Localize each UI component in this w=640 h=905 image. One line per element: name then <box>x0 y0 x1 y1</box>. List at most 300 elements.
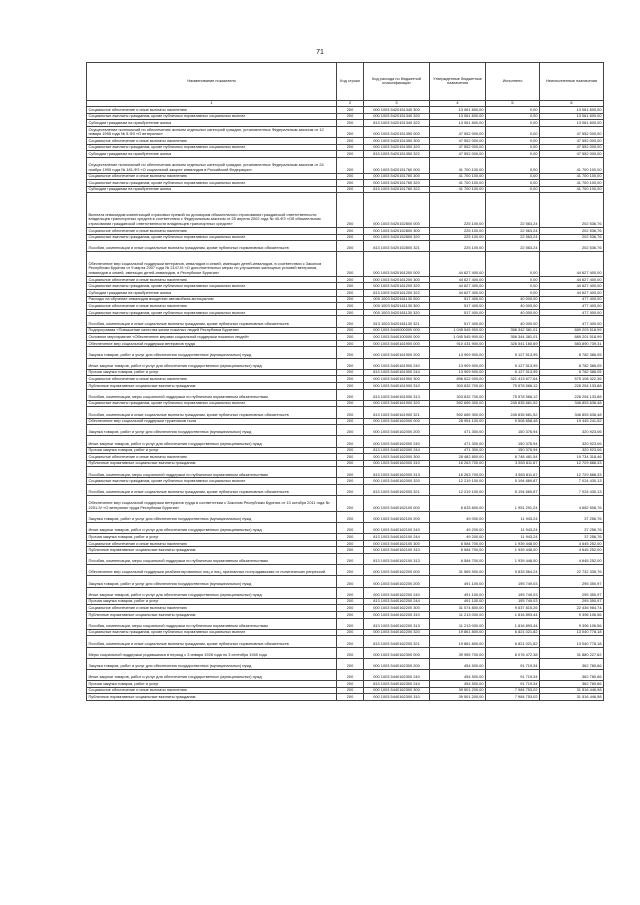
table-row <box>87 283 604 290</box>
row-executed: 356 342 381,01 <box>486 327 540 334</box>
row-name: Подпрограмма «Повышение качества жизни пожилых людей Республики Бурятия» <box>87 327 337 334</box>
row-class-code: 000 1003 5420151340 300 <box>364 107 430 114</box>
row-class-code: 000 1003 5440161900 310 <box>364 382 430 389</box>
row-executed: 6 821 021,82 <box>486 629 540 636</box>
table-row <box>87 629 604 636</box>
row-class-code: 000 1003 5440161900 000 <box>364 340 430 347</box>
row-line-code: 200 <box>337 173 364 180</box>
table-row <box>87 576 604 587</box>
row-executed: 40 000,00 <box>486 309 540 316</box>
row-line-code: 200 <box>337 694 364 701</box>
row-executed: 0,00 <box>486 157 540 173</box>
row-class-code: 000 1003 5440162200 240 <box>364 587 430 598</box>
row-unexecuted: 47 552 000,00 <box>540 138 604 145</box>
row-unexecuted: 13 061 600,00 <box>540 107 604 114</box>
table-row <box>87 694 604 701</box>
row-class-code: 000 1003 5420161200 320 <box>364 283 430 290</box>
row-line-code: 200 <box>337 241 364 252</box>
row-unexecuted: 31 516 446,98 <box>540 694 604 701</box>
row-name: Закупка товаров, работ и услуг для обеспечения государственных (муниципальных) нужд <box>87 347 337 358</box>
row-approved: 19 861 800,00 <box>430 636 486 647</box>
row-name: Социальные выплаты гражданам, кроме публичных нормативных социальных выплат <box>87 283 337 290</box>
row-name: Социальное обеспечение и иные выплаты населению <box>87 454 337 461</box>
row-name: Социальные выплаты гражданам, кроме публичных нормативных социальных выплат <box>87 113 337 120</box>
row-line-code: 200 <box>337 681 364 688</box>
row-approved: 13 061 600,00 <box>430 113 486 120</box>
row-line-code: 200 <box>337 407 364 418</box>
row-unexecuted: 295 350,97 <box>540 587 604 598</box>
row-executed: 7 984 753,02 <box>486 687 540 694</box>
table-header-row <box>87 63 604 101</box>
table-row <box>87 460 604 467</box>
table-row <box>87 534 604 541</box>
row-approved: 47 552 000,00 <box>430 144 486 151</box>
row-executed: 1 939 448,00 <box>486 540 540 547</box>
row-class-code: 000 1003 5440100000 000 <box>364 334 430 341</box>
table-row <box>87 376 604 383</box>
row-line-code: 200 <box>337 425 364 436</box>
row-executed: 22 563,24 <box>486 193 540 228</box>
row-executed: 5 194 669,87 <box>486 485 540 496</box>
table-row <box>87 687 604 694</box>
row-line-code: 200 <box>337 576 364 587</box>
table-row <box>87 241 604 252</box>
table-row <box>87 369 604 376</box>
row-name: Социальное обеспечение и иные выплаты населению <box>87 107 337 114</box>
header-unexecuted: Неисполненные назначения <box>540 63 604 101</box>
row-approved: 39 501 200,00 <box>430 694 486 701</box>
row-name: Субсидии гражданам на приобретение жилья <box>87 120 337 127</box>
table-row <box>87 425 604 436</box>
row-name: Расходы на обучение инвалидов вождению автомобиля-мотоциклом <box>87 296 337 303</box>
column-number: 5 <box>486 100 540 107</box>
row-class-code: 000 1003 5440162200 000 <box>364 565 430 576</box>
row-name: Иные закупки товаров, работ и услуг для обеспечения государственных (муниципальных) нужд <box>87 669 337 680</box>
row-class-code: 000 1003 5440161900 300 <box>364 376 430 383</box>
row-line-code: 200 <box>337 523 364 534</box>
row-name: Закупка товаров, работ и услуг для обеспечения государственных (муниципальных) нужд <box>87 511 337 522</box>
column-number: 3 <box>364 100 430 107</box>
row-name: Субсидии гражданам на приобретение жилья <box>87 290 337 297</box>
row-approved: 49 200,00 <box>430 534 486 541</box>
row-line-code: 200 <box>337 618 364 629</box>
row-class-code: 000 1003 5420151350 300 <box>364 138 430 145</box>
row-approved: 13 061 600,00 <box>430 120 486 127</box>
row-approved: 303 832 700,00 <box>430 382 486 389</box>
row-line-code: 200 <box>337 369 364 376</box>
row-class-code: 000 1003 5440162300 240 <box>364 669 430 680</box>
table-row <box>87 496 604 512</box>
row-name: Иные закупки товаров, работ и услуг для обеспечения государственных (муниципальных) нужд <box>87 358 337 369</box>
row-executed: 91 719,34 <box>486 681 540 688</box>
row-approved: 13 909 900,00 <box>430 369 486 376</box>
row-executed: 0,00 <box>486 107 540 114</box>
row-name: Пособия, компенсации и иные социальные выплаты гражданам, кроме публичных нормативных обязательств <box>87 636 337 647</box>
table-row <box>87 669 604 680</box>
row-line-code: 200 <box>337 340 364 347</box>
row-name: Социальное обеспечение и иные выплаты населению <box>87 605 337 612</box>
row-class-code: 000 1003 5420151340 320 <box>364 113 430 120</box>
row-unexecuted: 4 645 252,00 <box>540 554 604 565</box>
row-approved: 1 045 545 900,00 <box>430 334 486 341</box>
row-approved: 303 832 700,00 <box>430 389 486 400</box>
table-row <box>87 400 604 407</box>
row-executed: 8 076 472,38 <box>486 647 540 658</box>
row-executed: 11 943,24 <box>486 534 540 541</box>
row-class-code: 000 1003 5420152800 300 <box>364 227 430 234</box>
row-unexecuted: 47 552 000,00 <box>540 151 604 158</box>
table-row <box>87 276 604 283</box>
row-unexecuted: 8 782 386,05 <box>540 347 604 358</box>
header-executed: Исполнено <box>486 63 540 101</box>
table-row <box>87 467 604 478</box>
table-row <box>87 151 604 158</box>
row-approved: 13 909 900,00 <box>430 358 486 369</box>
row-class-code: 000 1003 5420161200 000 <box>364 252 430 277</box>
row-approved: 592 689 300,00 <box>430 400 486 407</box>
row-line-code: 200 <box>337 629 364 636</box>
row-name: Социальные выплаты гражданам, кроме публичных нормативных социальных выплат <box>87 309 337 316</box>
row-approved: 471 300,00 <box>430 425 486 436</box>
row-class-code: 000 1003 5440162200 300 <box>364 605 430 612</box>
row-class-code: 813 1003 5420161130 321 <box>364 316 430 327</box>
row-name: Публичные нормативные социальные выплаты гражданам <box>87 460 337 467</box>
table-row <box>87 340 604 347</box>
row-class-code: 000 1003 5420151760 000 <box>364 157 430 173</box>
row-line-code: 200 <box>337 382 364 389</box>
row-approved: 44 627 400,00 <box>430 252 486 277</box>
row-line-code: 200 <box>337 447 364 454</box>
table-row <box>87 436 604 447</box>
row-approved: 225 100,00 <box>430 234 486 241</box>
row-class-code: 813 1003 5440162000 321 <box>364 485 430 496</box>
row-name: Пособия, компенсации, меры социальной поддержки по публичным нормативным обязательствам <box>87 389 337 400</box>
table-row <box>87 180 604 187</box>
row-approved: 592 689 300,00 <box>430 407 486 418</box>
row-line-code: 200 <box>337 554 364 565</box>
row-name: Публичные нормативные социальные выплаты гражданам <box>87 694 337 701</box>
row-executed: 0,00 <box>486 283 540 290</box>
table-row <box>87 138 604 145</box>
row-unexecuted: 9 396 106,56 <box>540 611 604 618</box>
row-class-code: 813 1003 5420151340 322 <box>364 120 430 127</box>
table-row <box>87 618 604 629</box>
row-approved: 1 045 545 900,00 <box>430 327 486 334</box>
row-class-code: 813 1003 5440162200 244 <box>364 598 430 605</box>
row-approved: 517 400,00 <box>430 296 486 303</box>
column-number: 2 <box>337 100 364 107</box>
row-line-code: 200 <box>337 400 364 407</box>
row-line-code: 200 <box>337 587 364 598</box>
table-row <box>87 658 604 669</box>
row-class-code: 000 1003 5440000000 000 <box>364 327 430 334</box>
row-class-code: 000 1003 5440162200 200 <box>364 576 430 587</box>
row-class-code: 813 1003 5440162200 313 <box>364 618 430 629</box>
row-executed: 0,00 <box>486 180 540 187</box>
row-class-code: 000 1003 5440162300 300 <box>364 687 430 694</box>
row-line-code: 200 <box>337 107 364 114</box>
row-unexecuted: 37 256,76 <box>540 534 604 541</box>
row-unexecuted: 13 061 600,00 <box>540 113 604 120</box>
row-executed: 150 376,94 <box>486 425 540 436</box>
row-line-code: 200 <box>337 126 364 137</box>
row-executed: 5 127 513,95 <box>486 347 540 358</box>
row-executed: 195 749,03 <box>486 587 540 598</box>
row-line-code: 200 <box>337 186 364 193</box>
row-unexecuted: 583 890 739,31 <box>540 340 604 347</box>
row-name: Прочая закупка товаров, работ и услуг <box>87 681 337 688</box>
row-line-code: 200 <box>337 547 364 554</box>
table-row <box>87 540 604 547</box>
row-executed: 22 563,24 <box>486 234 540 241</box>
row-class-code: 813 1003 5440162200 321 <box>364 636 430 647</box>
row-approved: 44 627 400,00 <box>430 283 486 290</box>
row-line-code: 200 <box>337 138 364 145</box>
row-approved: 12 219 100,00 <box>430 485 486 496</box>
row-line-code: 200 <box>337 234 364 241</box>
row-class-code: 813 1003 5440162000 313 <box>364 467 430 478</box>
row-unexecuted: 477 400,00 <box>540 309 604 316</box>
row-class-code: 000 1003 5440162300 310 <box>364 694 430 701</box>
row-name: Субсидии гражданам на приобретение жилья <box>87 151 337 158</box>
table-row <box>87 126 604 137</box>
row-unexecuted: 44 627 400,00 <box>540 290 604 297</box>
row-unexecuted: 7 024 430,13 <box>540 478 604 485</box>
row-unexecuted: 4 645 252,00 <box>540 547 604 554</box>
row-unexecuted: 19 445 241,52 <box>540 418 604 425</box>
row-name: Обеспечение мер социальной поддержки ветеранов, инвалидов и семей, имеющих детей-инвалидов, в соответствии с Законом Республики Бурятия от 9 марта 2007 года № 2147-III «О дополнительных мерах по улучшению жилищных условий ветеранов, инвалидов и семей, имеющих детей-инвалидов, в Республике Бурятия» <box>87 252 337 277</box>
row-line-code: 200 <box>337 193 364 228</box>
row-unexecuted: 320 923,06 <box>540 425 604 436</box>
row-unexecuted: 689 203 518,99 <box>540 327 604 334</box>
table-row <box>87 120 604 127</box>
row-line-code: 200 <box>337 418 364 425</box>
row-line-code: 200 <box>337 120 364 127</box>
row-approved: 454 500,00 <box>430 669 486 680</box>
row-unexecuted: 202 536,76 <box>540 227 604 234</box>
row-class-code: 000 1003 5420151760 320 <box>364 180 430 187</box>
row-approved: 454 500,00 <box>430 681 486 688</box>
row-name: Иные закупки товаров, работ и услуг для обеспечения государственных (муниципальных) нужд <box>87 587 337 598</box>
row-unexecuted: 362 780,66 <box>540 669 604 680</box>
row-class-code: 000 1003 5440161900 200 <box>364 347 430 358</box>
row-unexecuted: 346 853 638,48 <box>540 407 604 418</box>
row-line-code: 200 <box>337 296 364 303</box>
row-name: Пособия, компенсации, меры социальной поддержки по публичным нормативным обязательствам <box>87 554 337 565</box>
row-executed: 1 939 448,00 <box>486 554 540 565</box>
row-line-code: 200 <box>337 180 364 187</box>
row-class-code: 000 1003 5440161900 240 <box>364 358 430 369</box>
row-unexecuted: 575 108 322,36 <box>540 376 604 383</box>
row-executed: 3 563 811,67 <box>486 467 540 478</box>
row-unexecuted: 362 780,66 <box>540 681 604 688</box>
row-name: Социальное обеспечение и иные выплаты населению <box>87 540 337 547</box>
row-class-code: 813 1003 5440162100 244 <box>364 534 430 541</box>
row-unexecuted: 41 700 100,00 <box>540 157 604 173</box>
row-executed: 9 637 815,26 <box>486 605 540 612</box>
row-executed: 195 749,03 <box>486 576 540 587</box>
row-class-code: 000 1003 5440162100 240 <box>364 523 430 534</box>
row-name: Публичные нормативные социальные выплаты гражданам <box>87 611 337 618</box>
row-line-code: 200 <box>337 157 364 173</box>
row-executed: 0,00 <box>486 144 540 151</box>
row-name: Меры социальной поддержки родившимся в период с 3 января 1928 года по 3 сентября 1945 года <box>87 647 337 658</box>
budget-execution-table <box>86 62 604 701</box>
row-line-code: 200 <box>337 485 364 496</box>
table-row <box>87 303 604 310</box>
row-name: Социальные выплаты гражданам, кроме публичных нормативных социальных выплат <box>87 478 337 485</box>
row-line-code: 200 <box>337 611 364 618</box>
row-name: Публичные нормативные социальные выплаты гражданам <box>87 547 337 554</box>
row-approved: 28 482 800,00 <box>430 454 486 461</box>
row-approved: 47 552 000,00 <box>430 138 486 145</box>
row-line-code: 200 <box>337 540 364 547</box>
row-name: Обеспечение мер социальной поддержки ветеранов труда в соответствии с Законом Республики Бурятия от 10 октября 2011 года № 2251-IV «О ветеранах труда Республики Бурятия» <box>87 496 337 512</box>
row-executed: 22 563,24 <box>486 241 540 252</box>
row-executed: 3 553 811,67 <box>486 460 540 467</box>
row-approved: 6 633 800,00 <box>430 496 486 512</box>
row-unexecuted: 44 627 400,00 <box>540 283 604 290</box>
row-class-code: 000 1003 5420161130 320 <box>364 309 430 316</box>
row-executed: 22 563,24 <box>486 227 540 234</box>
row-line-code: 200 <box>337 467 364 478</box>
row-approved: 910 431 900,00 <box>430 340 486 347</box>
row-executed: 7 984 753,02 <box>486 694 540 701</box>
row-approved: 517 400,00 <box>430 316 486 327</box>
row-class-code: 000 1003 5440162000 200 <box>364 425 430 436</box>
column-number: 4 <box>430 100 486 107</box>
row-name: Пособия, компенсации и иные социальные выплаты гражданам, кроме публичных нормативных обязательств <box>87 241 337 252</box>
table-row <box>87 186 604 193</box>
table-row <box>87 157 604 173</box>
row-approved: 11 213 000,00 <box>430 618 486 629</box>
row-name: Социальные выплаты гражданам, кроме публичных нормативных социальных выплат <box>87 234 337 241</box>
table-row <box>87 382 604 389</box>
row-unexecuted: 22 732 335,76 <box>540 565 604 576</box>
row-line-code: 200 <box>337 687 364 694</box>
row-executed: 91 719,34 <box>486 669 540 680</box>
row-unexecuted: 202 536,76 <box>540 234 604 241</box>
row-approved: 491 100,00 <box>430 576 486 587</box>
table-row <box>87 547 604 554</box>
row-executed: 1 939 448,00 <box>486 547 540 554</box>
row-approved: 31 565 900,00 <box>430 565 486 576</box>
row-executed: 5 127 513,95 <box>486 369 540 376</box>
row-unexecuted: 44 627 400,00 <box>540 276 604 283</box>
row-approved: 44 627 400,00 <box>430 290 486 297</box>
row-line-code: 200 <box>337 144 364 151</box>
table-row <box>87 565 604 576</box>
row-line-code: 200 <box>337 636 364 647</box>
row-approved: 47 552 000,00 <box>430 126 486 137</box>
row-approved: 491 100,00 <box>430 587 486 598</box>
row-name: Публичные нормативные социальные выплаты гражданам <box>87 382 337 389</box>
row-approved: 49 000,00 <box>430 511 486 522</box>
row-executed: 0,00 <box>486 138 540 145</box>
row-line-code: 200 <box>337 496 364 512</box>
row-unexecuted: 13 040 778,18 <box>540 636 604 647</box>
row-executed: 1 816 893,44 <box>486 618 540 629</box>
row-name: Прочая закупка товаров, работ и услуг <box>87 447 337 454</box>
row-name: Социальные выплаты гражданам, кроме публичных нормативных социальных выплат <box>87 180 337 187</box>
row-name: Иные закупки товаров, работ и услуг для обеспечения государственных (муниципальных) нужд <box>87 523 337 534</box>
row-class-code: 000 1003 5440162100 200 <box>364 511 430 522</box>
header-approved: Утвержденные бюджетные назначения <box>430 63 486 101</box>
row-executed: 245 835 661,52 <box>486 407 540 418</box>
row-unexecuted: 4 645 252,00 <box>540 540 604 547</box>
row-approved: 13 061 600,00 <box>430 107 486 114</box>
table-row <box>87 418 604 425</box>
row-unexecuted: 41 700 100,00 <box>540 180 604 187</box>
table-row <box>87 309 604 316</box>
row-name: Обеспечение мер социальной поддержки реабилитированных лиц и лиц, признанных пострадавшими от политических репрессий <box>87 565 337 576</box>
row-executed: 0,00 <box>486 126 540 137</box>
table-row <box>87 587 604 598</box>
row-class-code: 000 1003 5420161130 300 <box>364 303 430 310</box>
row-approved: 39 501 200,00 <box>430 687 486 694</box>
row-approved: 517 400,00 <box>430 309 486 316</box>
row-line-code: 200 <box>337 376 364 383</box>
row-name: Осуществление полномочий по обеспечению жильем отдельных категорий граждан, установленных Федеральным законом от 24 ноября 1995 года № 181-ФЗ «О социальной защите инвалидов в Российской Федерации» <box>87 157 337 173</box>
table-row <box>87 605 604 612</box>
row-executed: 5 127 513,95 <box>486 358 540 369</box>
row-executed: 40 000,00 <box>486 303 540 310</box>
row-line-code: 200 <box>337 565 364 576</box>
row-name: Закупка товаров, работ и услуг для обеспечения государственных (муниципальных) нужд <box>87 576 337 587</box>
row-class-code: 813 1003 5440162300 244 <box>364 681 430 688</box>
row-unexecuted: 228 254 133,88 <box>540 389 604 400</box>
table-body <box>87 107 604 701</box>
row-executed: 326 541 160,69 <box>486 340 540 347</box>
row-unexecuted: 19 734 318,46 <box>540 454 604 461</box>
row-class-code: 000 1003 5440162000 320 <box>364 478 430 485</box>
row-approved: 41 700 100,00 <box>430 157 486 173</box>
row-executed: 40 000,00 <box>486 296 540 303</box>
row-approved: 6 584 700,00 <box>430 554 486 565</box>
table-row <box>87 316 604 327</box>
row-unexecuted: 7 024 430,13 <box>540 485 604 496</box>
row-unexecuted: 346 853 638,48 <box>540 400 604 407</box>
row-class-code: 000 1003 5440162100 000 <box>364 496 430 512</box>
row-executed: 245 835 661,52 <box>486 400 540 407</box>
row-class-code: 813 1003 5440161900 321 <box>364 407 430 418</box>
row-name: Прочая закупка товаров, работ и услуг <box>87 369 337 376</box>
row-name: Социальное обеспечение и иные выплаты населению <box>87 687 337 694</box>
row-approved: 12 219 100,00 <box>430 478 486 485</box>
row-executed: 195 749,03 <box>486 598 540 605</box>
row-class-code: 813 1003 5440161900 244 <box>364 369 430 376</box>
row-executed: 1 816 893,44 <box>486 611 540 618</box>
row-unexecuted: 228 254 133,88 <box>540 382 604 389</box>
row-line-code: 200 <box>337 454 364 461</box>
row-class-code: 000 1003 5420152800 320 <box>364 234 430 241</box>
row-approved: 47 552 000,00 <box>430 151 486 158</box>
row-unexecuted: 295 350,97 <box>540 576 604 587</box>
row-unexecuted: 202 536,76 <box>540 193 604 228</box>
row-line-code: 200 <box>337 303 364 310</box>
row-name: Обеспечение мер социальной поддержки тружеников тыла <box>87 418 337 425</box>
row-class-code: 000 1003 5440162000 300 <box>364 454 430 461</box>
row-unexecuted: 362 780,66 <box>540 658 604 669</box>
row-approved: 39 955 700,00 <box>430 647 486 658</box>
row-approved: 41 700 100,00 <box>430 180 486 187</box>
row-line-code: 200 <box>337 669 364 680</box>
row-approved: 16 263 700,00 <box>430 467 486 478</box>
row-class-code: 000 1003 5420152800 000 <box>364 193 430 228</box>
row-unexecuted: 295 350,97 <box>540 598 604 605</box>
row-unexecuted: 37 256,76 <box>540 523 604 534</box>
row-approved: 16 263 700,00 <box>430 460 486 467</box>
